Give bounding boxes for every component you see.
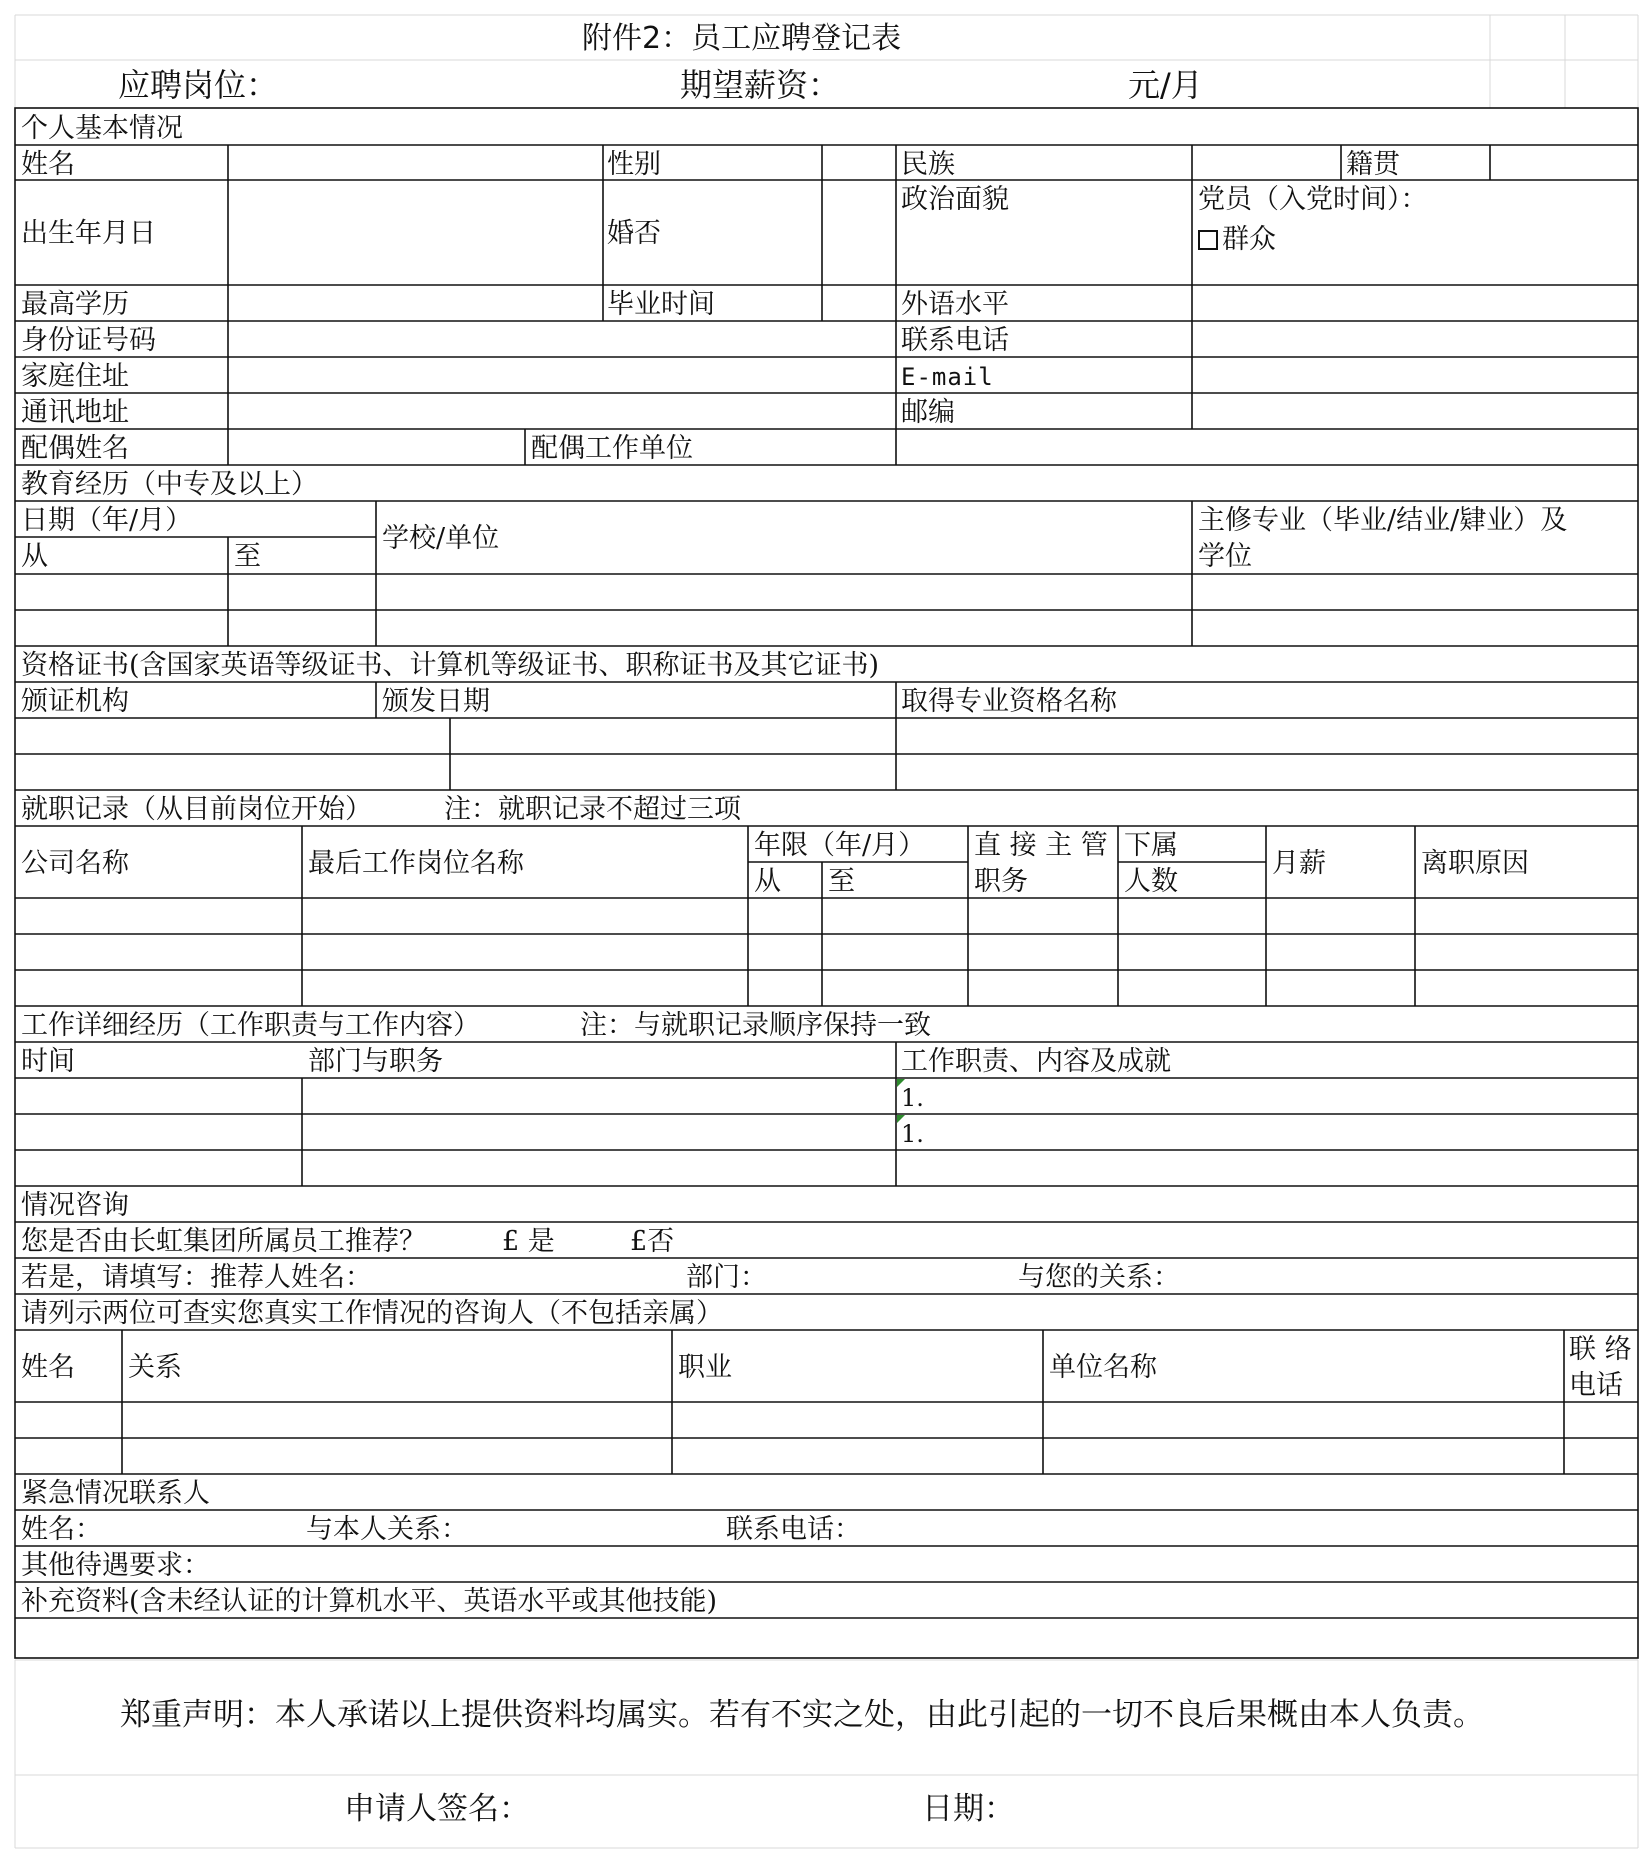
label-cert-qualification: 取得专业资格名称 <box>901 686 1117 717</box>
section-education: 教育经历（中专及以上） <box>21 469 318 500</box>
label-education: 最高学历 <box>21 289 129 320</box>
label-ref-relationship: 关系 <box>128 1352 182 1383</box>
label-referred: 您是否由长虹集团所属员工推荐？ <box>21 1226 426 1257</box>
label-graduation: 毕业时间 <box>607 289 715 320</box>
label-benefits: 其他待遇要求： <box>21 1550 210 1581</box>
label-department-title: 部门与职务 <box>308 1046 443 1077</box>
label-ref-contact: 联 络 <box>1569 1334 1632 1365</box>
label-id-number: 身份证号码 <box>21 325 156 356</box>
label-time: 时间 <box>21 1046 75 1077</box>
label-duties: 工作职责、内容及成就 <box>901 1046 1171 1077</box>
duties-row-1: 1. <box>901 1084 924 1112</box>
section-certificates: 资格证书(含国家英语等级证书、计算机等级证书、职称证书及其它证书) <box>21 650 880 681</box>
label-period-to: 至 <box>828 866 855 897</box>
label-language: 外语水平 <box>901 289 1009 320</box>
section-inquiry: 情况咨询 <box>21 1190 129 1221</box>
label-monthly-salary: 月薪 <box>1272 848 1326 879</box>
label-ref-occupation: 职业 <box>678 1352 732 1383</box>
label-native-place: 籍贯 <box>1346 149 1400 180</box>
salary-unit: 元/月 <box>1128 66 1203 104</box>
option-masses-label: 群众 <box>1222 224 1276 255</box>
label-referrer-name: 若是，请填写：推荐人姓名： <box>21 1262 372 1293</box>
declaration: 郑重声明：本人承诺以上提供资料均属实。若有不实之处，由此引起的一切不良后果概由本人负责。 <box>120 1697 1484 1733</box>
section-employment: 就职记录（从目前岗位开始） <box>21 794 372 825</box>
label-home-address: 家庭住址 <box>21 361 129 392</box>
label-phone: 联系电话 <box>901 325 1009 356</box>
duties-row-2: 1. <box>901 1120 924 1148</box>
date-label: 日期： <box>922 1791 1015 1827</box>
label-birth-date: 出生年月日 <box>21 218 156 249</box>
label-name: 姓名 <box>21 149 75 180</box>
option-yes[interactable]: £ 是 <box>502 1226 555 1257</box>
option-masses[interactable] <box>1198 226 1276 253</box>
label-period-from: 从 <box>754 866 781 897</box>
label-supplementary: 补充资料(含未经认证的计算机水平、英语水平或其他技能) <box>21 1586 718 1617</box>
label-leave-reason: 离职原因 <box>1421 848 1529 879</box>
label-emergency-name: 姓名： <box>21 1514 102 1545</box>
salary-label: 期望薪资： <box>680 66 841 104</box>
section-personal: 个人基本情况 <box>21 113 183 144</box>
label-emergency-phone: 联系电话： <box>726 1514 861 1545</box>
label-edu-major: 主修专业（毕业/结业/肄业）及 <box>1198 505 1568 536</box>
label-supervisor: 直 接 主 管 <box>974 830 1108 861</box>
label-emergency-relation: 与本人关系： <box>306 1514 468 1545</box>
checkbox-icon[interactable] <box>1198 230 1218 250</box>
label-ref-name: 姓名 <box>21 1352 75 1383</box>
label-political: 政治面貌 <box>901 184 1009 215</box>
label-period: 年限（年/月） <box>754 830 926 861</box>
label-ethnicity: 民族 <box>901 149 955 180</box>
label-referrer-relation: 与您的关系： <box>1018 1262 1180 1293</box>
label-edu-from: 从 <box>21 541 48 572</box>
label-company: 公司名称 <box>21 848 129 879</box>
label-ref-phone: 电话 <box>1569 1370 1623 1401</box>
label-ref-company: 单位名称 <box>1049 1352 1157 1383</box>
label-subordinates-count: 人数 <box>1124 866 1178 897</box>
section-emergency: 紧急情况联系人 <box>21 1478 210 1509</box>
label-mail-address: 通讯地址 <box>21 397 129 428</box>
label-edu-to: 至 <box>234 541 261 572</box>
label-gender: 性别 <box>607 149 661 180</box>
label-referrer-department: 部门： <box>686 1262 767 1293</box>
label-references: 请列示两位可查实您真实工作情况的咨询人（不包括亲属） <box>21 1298 723 1329</box>
signature-label: 申请人签名： <box>344 1791 530 1827</box>
position-label: 应聘岗位： <box>118 66 279 104</box>
employment-note: 注：就职记录不超过三项 <box>444 794 741 825</box>
label-last-position: 最后工作岗位名称 <box>308 848 524 879</box>
label-edu-date: 日期（年/月） <box>21 505 193 536</box>
label-cert-issuer: 颁证机构 <box>21 686 129 717</box>
label-cert-date: 颁发日期 <box>382 686 490 717</box>
work-detail-note: 注：与就职记录顺序保持一致 <box>580 1010 931 1041</box>
label-spouse-employer: 配偶工作单位 <box>531 433 693 464</box>
label-spouse-name: 配偶姓名 <box>21 433 129 464</box>
label-supervisor-title: 职务 <box>974 866 1028 897</box>
label-subordinates: 下属 <box>1124 830 1178 861</box>
option-no[interactable]: £否 <box>630 1226 675 1257</box>
label-postcode: 邮编 <box>901 397 955 428</box>
label-email: E-mail <box>901 363 994 391</box>
label-edu-degree: 学位 <box>1198 541 1252 572</box>
label-marital: 婚否 <box>607 218 661 249</box>
label-party-member: 党员（入党时间）： <box>1198 184 1428 215</box>
section-work-detail: 工作详细经历（工作职责与工作内容） <box>21 1010 480 1041</box>
label-edu-school: 学校/单位 <box>382 523 500 554</box>
form-title: 附件2：员工应聘登记表 <box>582 21 902 56</box>
